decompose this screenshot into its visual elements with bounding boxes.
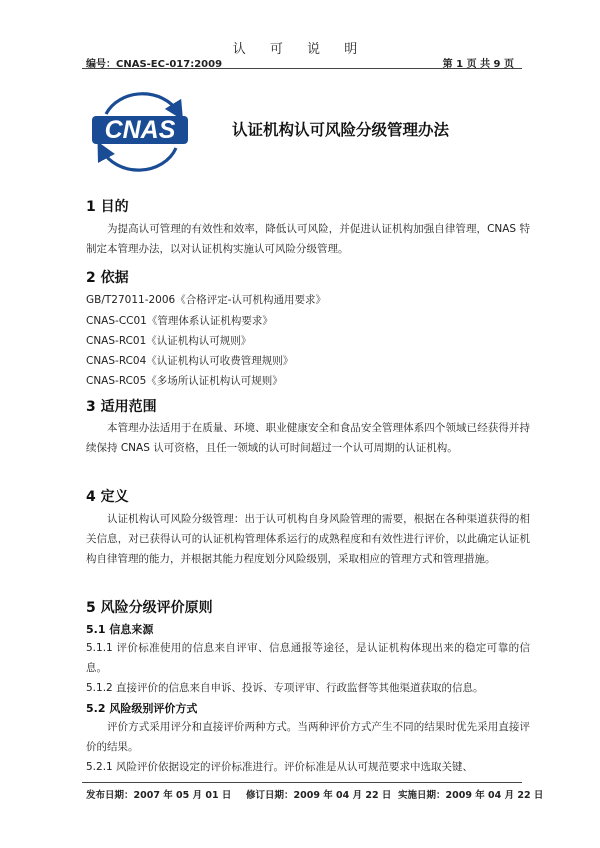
section-2-heading: 2 依据 — [86, 270, 129, 286]
clause-5-2-1: 5.2.1 风险评价依据设定的评价标准进行。评价标准是从认可规范要求中选取关键、 — [86, 761, 474, 773]
header-rule — [82, 68, 522, 69]
reference-item: CNAS-RC05《多场所认证机构认可规则》 — [86, 375, 283, 387]
revise-date: 修订日期：2009 年 04 月 22 日 — [246, 790, 392, 801]
clause-5-1-2: 5.1.2 直接评价的信息来自申诉、投诉、专项评审、行政监督等其他渠道获取的信息。 — [86, 682, 484, 694]
subsection-5-2-paragraph: 评价方式采用评分和直接评价两种方式。当两种评价方式产生不同的结果时优先采用直接评价的结果。 — [86, 721, 530, 753]
section-1-paragraph: 为提高认可管理的有效性和效率，降低认可风险，并促进认证机构加强自律管理，CNAS 特制定本管理办法，以对认证机构实施认可风险分级管理。 — [86, 223, 530, 255]
section-1-heading: 1 目的 — [86, 199, 129, 215]
footer-rule — [82, 782, 522, 783]
document-number: 编号：CNAS-EC-017:2009 — [86, 59, 223, 70]
header-title: 认 可 说 明 — [232, 42, 368, 57]
reference-item: GB/T27011-2006《合格评定-认可机构通用要求》 — [86, 294, 326, 306]
page-indicator: 第 1 页 共 9 页 — [442, 59, 514, 70]
clause-5-1-1: 5.1.1 评价标准使用的信息来自评审、信息通报等途径，是认证机构体现出来的稳定可靠的信息。 — [86, 642, 530, 674]
reference-item: CNAS-RC04《认证机构认可收费管理规则》 — [86, 355, 294, 367]
section-4-paragraph: 认证机构认可风险分级管理：出于认可机构自身风险管理的需要，根据在各种渠道获得的相关信息，对已获得认可的认证机构管理体系运行的成熟程度和有效性进行评价，以此确定认证机构自律管理的能力，并根据其能力程度划分风险级别，采取相应的管理方式和管理措施。 — [86, 513, 530, 565]
section-3-paragraph: 本管理办法适用于在质量、环境、职业健康安全和食品安全管理体系四个领域已经获得并持续保持 CNAS 认可资格，且任一领域的认可时间超过一个认可周期的认证机构。 — [86, 422, 530, 454]
logo-text: CNAS — [104, 116, 176, 144]
subsection-5-2-heading: 5.2 风险级别评价方式 — [86, 702, 198, 715]
section-3-heading: 3 适用范围 — [86, 399, 157, 415]
document-title: 认证机构认可风险分级管理办法 — [232, 121, 450, 139]
subsection-5-1-heading: 5.1 信息来源 — [86, 623, 154, 636]
reference-item: CNAS-RC01《认证机构认可规则》 — [86, 335, 252, 347]
section-4-heading: 4 定义 — [86, 489, 129, 505]
issue-date: 发布日期：2007 年 05 月 01 日 — [86, 790, 232, 801]
cnas-logo — [86, 84, 194, 176]
effective-date: 实施日期：2009 年 04 月 22 日 — [398, 790, 544, 801]
section-5-heading: 5 风险分级评价原则 — [86, 600, 213, 616]
reference-item: CNAS-CC01《管理体系认证机构要求》 — [86, 315, 273, 327]
